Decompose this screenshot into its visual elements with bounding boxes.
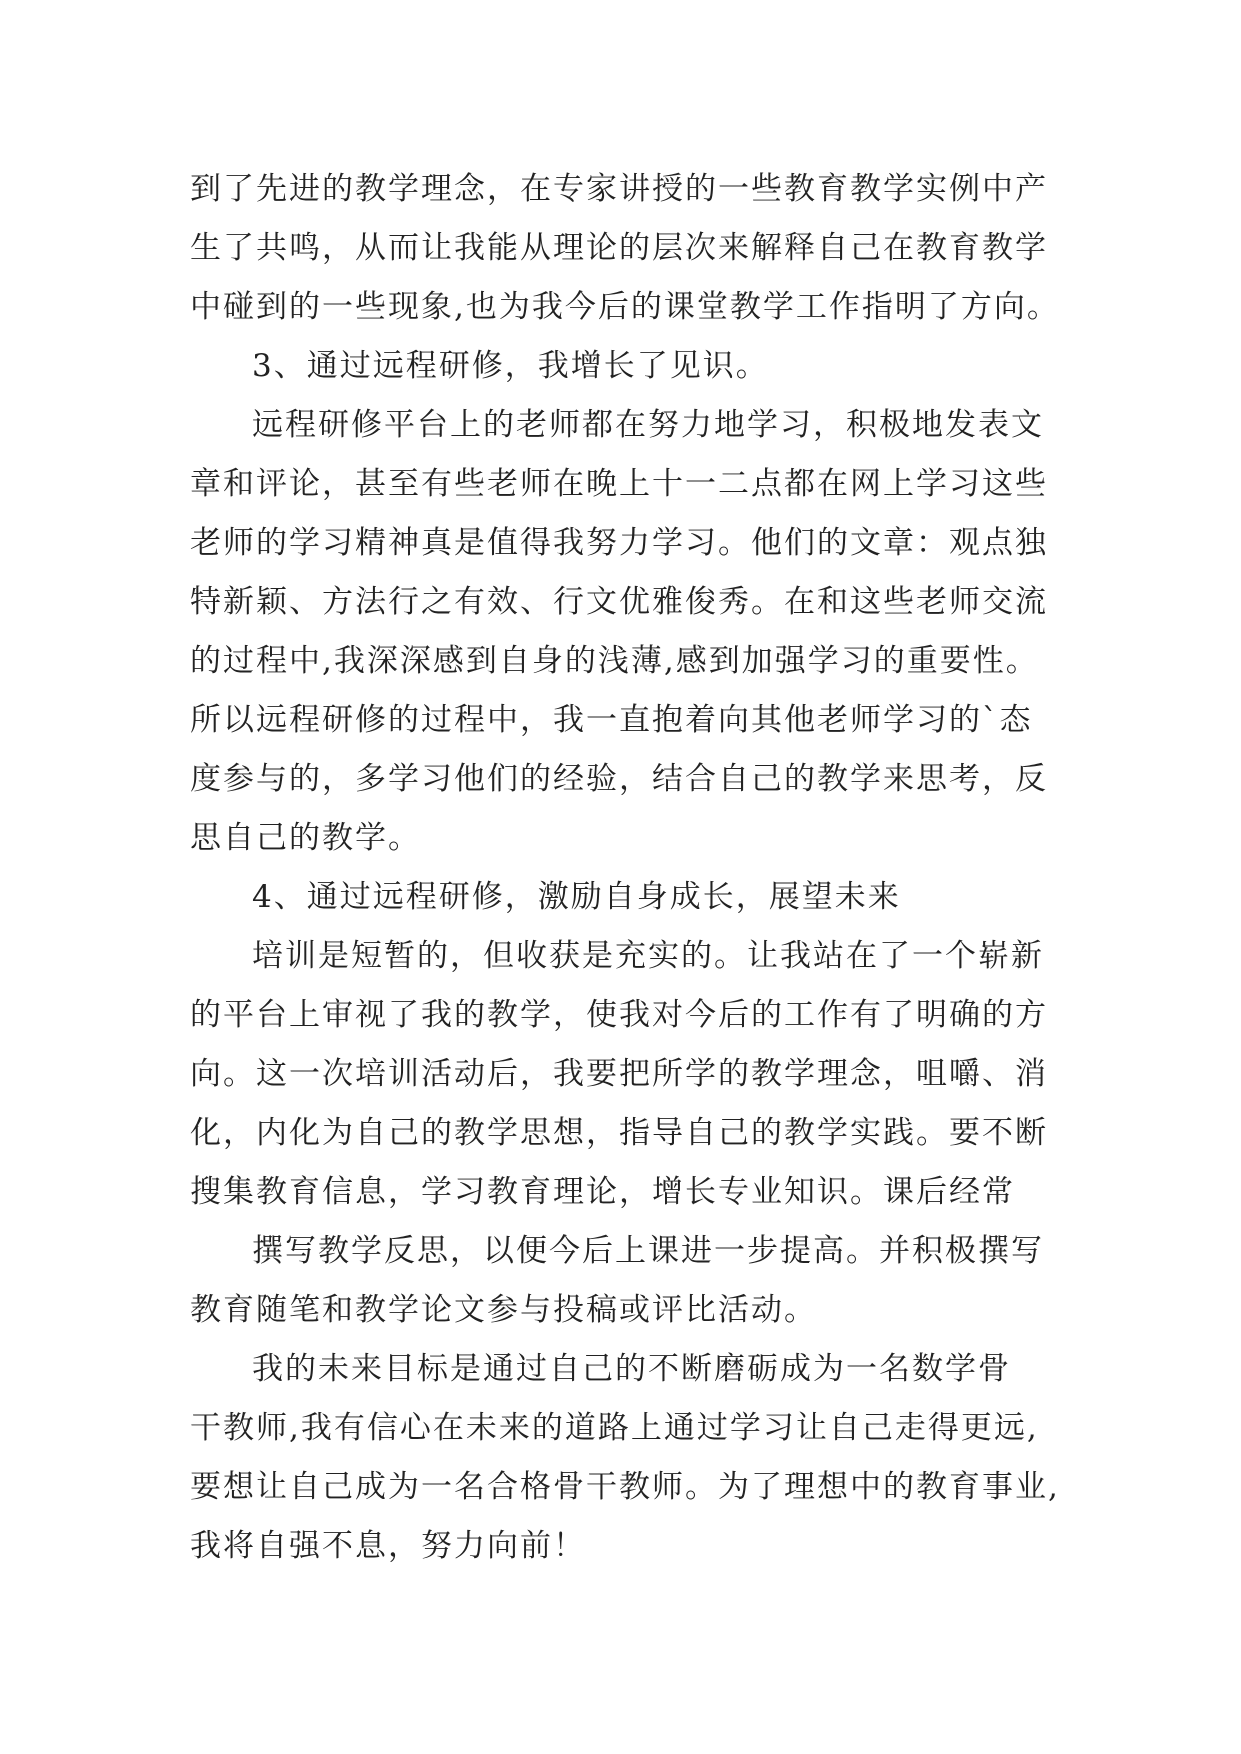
text-line: 生了共鸣，从而让我能从理论的层次来解释自己在教育教学: [190, 230, 1048, 266]
text-line: 要想让自己成为一名合格骨干教师。为了理想中的教育事业,: [190, 1469, 1060, 1505]
text-line: 向。这一次培训活动后，我要把所学的教学理念，咀嚼、消: [190, 1056, 1048, 1092]
text-line: 思自己的教学。: [190, 820, 421, 856]
text-line: 所以远程研修的过程中，我一直抱着向其他老师学习的`态: [190, 702, 1033, 738]
text-line: 我的未来目标是通过自己的不断磨砺成为一名数学骨: [252, 1351, 1011, 1387]
text-line: 特新颖、方法行之有效、行文优雅俊秀。在和这些老师交流: [190, 584, 1048, 620]
text-line: 教育随笔和教学论文参与投稿或评比活动。: [190, 1292, 817, 1328]
text-line: 远程研修平台上的老师都在努力地学习，积极地发表文: [252, 407, 1044, 443]
text-line: 中碰到的一些现象,也为我今后的课堂教学工作指明了方向。: [190, 289, 1060, 325]
section-heading-4: 4、通过远程研修，激励自身成长，展望未来: [252, 879, 901, 915]
text-line: 化，内化为自己的教学思想，指导自己的教学实践。要不断: [190, 1115, 1048, 1151]
text-line: 搜集教育信息，学习教育理论，增长专业知识。课后经常: [190, 1174, 1015, 1210]
text-line: 的平台上审视了我的教学，使我对今后的工作有了明确的方: [190, 997, 1048, 1033]
text-line: 度参与的，多学习他们的经验，结合自己的教学来思考，反: [190, 761, 1048, 797]
text-line: 撰写教学反思，以便今后上课进一步提高。并积极撰写: [252, 1233, 1044, 1269]
text-line: 培训是短暂的，但收获是充实的。让我站在了一个崭新: [252, 938, 1044, 974]
text-line: 老师的学习精神真是值得我努力学习。他们的文章：观点独: [190, 525, 1048, 561]
text-line: 到了先进的教学理念，在专家讲授的一些教育教学实例中产: [190, 171, 1048, 207]
text-line: 干教师,我有信心在未来的道路上通过学习让自己走得更远,: [190, 1410, 1039, 1446]
text-line: 章和评论，甚至有些老师在晚上十一二点都在网上学习这些: [190, 466, 1048, 502]
text-line: 我将自强不息，努力向前！: [190, 1528, 586, 1564]
text-line: 的过程中,我深深感到自身的浅薄,感到加强学习的重要性。: [190, 643, 1039, 679]
body-text: [190, 160, 1090, 1576]
section-heading-3: 3、通过远程研修，我增长了见识。: [252, 348, 769, 384]
